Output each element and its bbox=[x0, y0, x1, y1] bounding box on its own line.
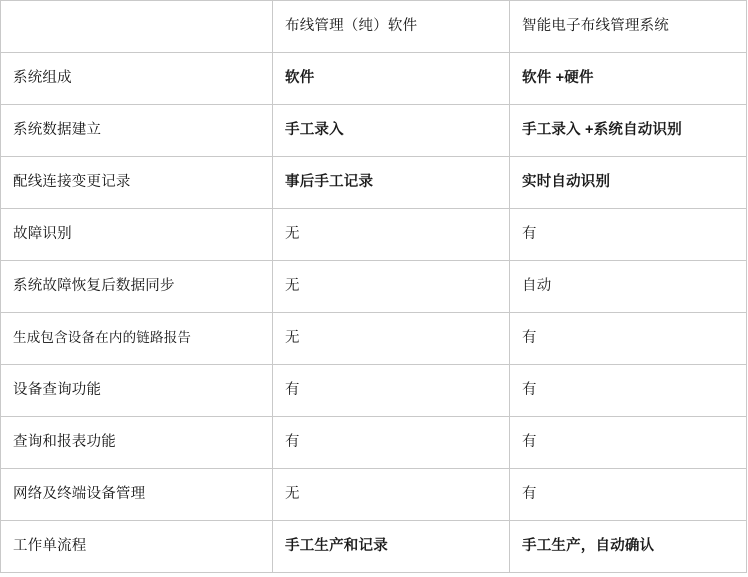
row-value-smart-system: 自动 bbox=[510, 261, 747, 313]
row-label: 系统数据建立 bbox=[1, 105, 273, 157]
table-row bbox=[1, 261, 747, 313]
row-value-smart-system: 手工生产，自动确认 bbox=[510, 521, 747, 573]
row-value-smart-system: 实时自动识别 bbox=[510, 157, 747, 209]
row-value-software: 无 bbox=[273, 209, 510, 261]
header-cell-software: 布线管理（纯）软件 bbox=[273, 1, 510, 53]
table-row bbox=[1, 469, 747, 521]
row-value-software: 无 bbox=[273, 313, 510, 365]
row-value-smart-system: 软件 +硬件 bbox=[510, 53, 747, 105]
row-value-software: 有 bbox=[273, 417, 510, 469]
row-label: 设备查询功能 bbox=[1, 365, 273, 417]
table-row bbox=[1, 365, 747, 417]
row-value-software: 事后手工记录 bbox=[273, 157, 510, 209]
row-label: 系统故障恢复后数据同步 bbox=[1, 261, 273, 313]
table-row bbox=[1, 105, 747, 157]
header-cell-empty bbox=[1, 1, 273, 53]
table-row bbox=[1, 209, 747, 261]
row-label: 故障识别 bbox=[1, 209, 273, 261]
table-row bbox=[1, 521, 747, 573]
row-label: 网络及终端设备管理 bbox=[1, 469, 273, 521]
table-row bbox=[1, 313, 747, 365]
table-header-row bbox=[1, 1, 747, 53]
row-value-software: 无 bbox=[273, 261, 510, 313]
row-value-smart-system: 有 bbox=[510, 209, 747, 261]
row-value-smart-system: 有 bbox=[510, 469, 747, 521]
header-cell-smart-system: 智能电子布线管理系统 bbox=[510, 1, 747, 53]
row-value-software: 无 bbox=[273, 469, 510, 521]
row-value-software: 手工录入 bbox=[273, 105, 510, 157]
row-label: 配线连接变更记录 bbox=[1, 157, 273, 209]
row-value-software: 软件 bbox=[273, 53, 510, 105]
row-label: 生成包含设备在内的链路报告 bbox=[1, 313, 273, 365]
row-value-smart-system: 手工录入 +系统自动识别 bbox=[510, 105, 747, 157]
table-row bbox=[1, 157, 747, 209]
row-value-smart-system: 有 bbox=[510, 313, 747, 365]
table-row bbox=[1, 417, 747, 469]
row-value-smart-system: 有 bbox=[510, 365, 747, 417]
row-value-smart-system: 有 bbox=[510, 417, 747, 469]
row-value-software: 手工生产和记录 bbox=[273, 521, 510, 573]
row-label: 查询和报表功能 bbox=[1, 417, 273, 469]
row-label: 系统组成 bbox=[1, 53, 273, 105]
row-label: 工作单流程 bbox=[1, 521, 273, 573]
row-value-software: 有 bbox=[273, 365, 510, 417]
table-row bbox=[1, 53, 747, 105]
